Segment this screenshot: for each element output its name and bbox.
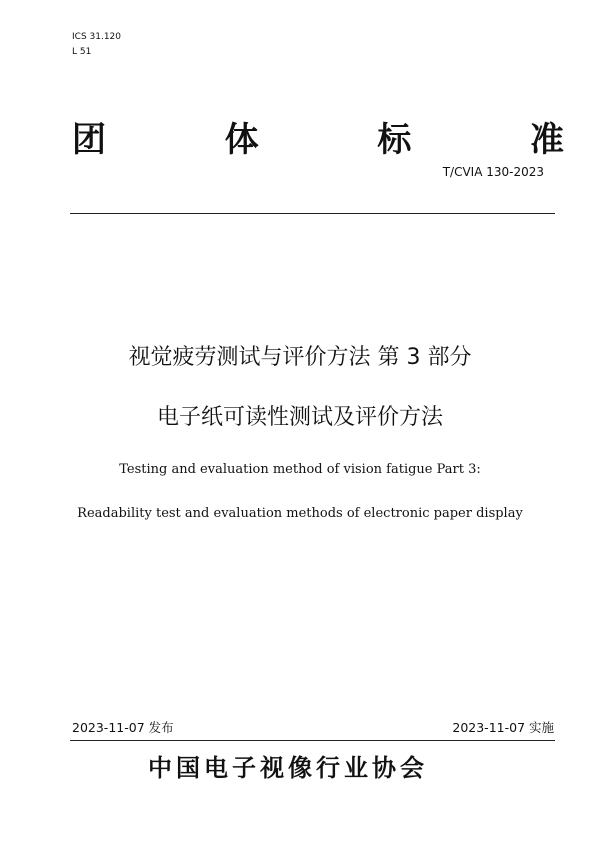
standard-type-heading <box>72 112 564 161</box>
implement-date: 2023-11-07 实施 <box>452 720 554 735</box>
standard-type-char: 准 <box>529 120 564 160</box>
standard-type-char: 团 <box>72 120 106 160</box>
bottom-divider <box>70 740 555 741</box>
top-divider <box>70 213 555 214</box>
standard-type-char: 体 <box>224 120 259 160</box>
publisher-name: 中国电子视像行业协会 <box>148 754 428 782</box>
standard-number: T/CVIA 130-2023 <box>442 165 544 179</box>
classification-codes <box>72 30 121 60</box>
chinese-title-line-2: 电子纸可读性测试及评价方法 <box>156 405 443 430</box>
ccs-code: L 51 <box>72 47 92 57</box>
chinese-title-line-1: 视觉疲劳测试与评价方法 第 3 部分 <box>128 345 472 370</box>
english-title-line-1: Testing and evaluation method of vision fatigue Part 3: <box>119 462 481 477</box>
english-title-line-2: Readability test and evaluation methods of electronic paper display <box>77 506 523 521</box>
ics-code: ICS 31.120 <box>72 32 122 42</box>
standard-type-char: 标 <box>377 120 412 160</box>
publish-date: 2023-11-07 发布 <box>72 720 174 735</box>
